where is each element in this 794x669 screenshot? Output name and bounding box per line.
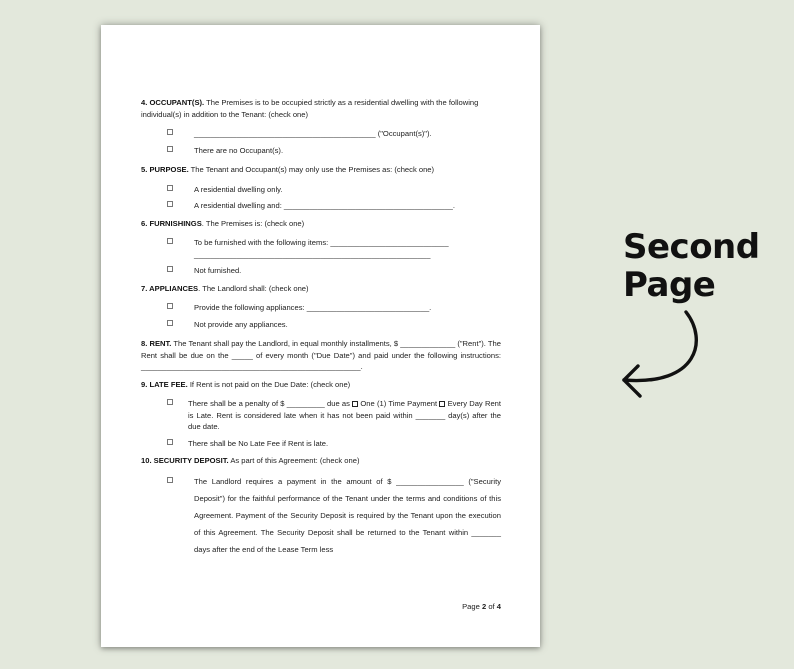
- option-text: There are no Occupant(s).: [194, 145, 284, 155]
- document-page: [101, 25, 540, 647]
- checkbox[interactable]: [167, 266, 173, 272]
- checkbox-option: [141, 319, 501, 331]
- section-text: . The Landlord shall: (check one): [198, 283, 309, 293]
- checkbox-option: [141, 265, 501, 277]
- document-body: [141, 97, 501, 558]
- checkbox[interactable]: [167, 185, 173, 191]
- section-text: The Premises is to be occupied strictly as a residential dwelling with the following individual(s) in addition to the Tenant: (check one): [141, 98, 479, 119]
- option-text: One (1) Time Payment: [358, 399, 440, 408]
- label-line-1: Second: [623, 227, 760, 267]
- page-footer: [462, 602, 501, 611]
- checkbox-option: [141, 398, 501, 433]
- checkbox[interactable]: [167, 477, 173, 483]
- checkbox-option: [141, 145, 501, 157]
- checkbox[interactable]: [167, 146, 173, 152]
- option-text: The Landlord requires a payment in the amount of $ ________________ ("Security Deposit") for the faithful performance of the Tenant under the terms and conditions of this Agreement. Payment of the Security Deposit is required by the Tenant upon the execution of this Agreement. The Security Deposit shall be returned to the Tenant within _______ days after the end of the Lease Term less: [194, 476, 501, 554]
- checkbox[interactable]: [167, 399, 173, 405]
- option-text: There shall be No Late Fee if Rent is late.: [188, 438, 329, 448]
- section-appliances: [141, 283, 501, 295]
- section-rent: [141, 338, 501, 373]
- checkbox[interactable]: [167, 238, 173, 244]
- option-text: There shall be a penalty of $ _________ due as: [188, 399, 353, 408]
- checkbox[interactable]: [167, 129, 173, 135]
- checkbox-option: [141, 200, 501, 212]
- checkbox[interactable]: [167, 439, 173, 445]
- option-text-continued: ________________________________________________________: [194, 249, 431, 259]
- option-text: To be furnished with the following items: ____________________________: [194, 238, 449, 247]
- curved-arrow-icon: [612, 304, 712, 409]
- section-title: 7. APPLIANCES: [141, 283, 199, 293]
- checkbox[interactable]: [167, 201, 173, 207]
- section-text: The Tenant shall pay the Landlord, in equal monthly installments, $ _____________ ("Rent"). The Rent shall be due on the _____ of every month ("Due Date") and paid under the following instructions: ____________________________________________________.: [141, 339, 502, 371]
- footer-page-total: 4: [496, 602, 501, 611]
- checkbox-option: [141, 237, 501, 260]
- option-text: Every Day Rent is Late. Rent is considered late when it has not been paid within _______ day(s) after the due date.: [188, 399, 501, 431]
- section-late-fee: [141, 379, 501, 391]
- section-title: 10. SECURITY DEPOSIT.: [141, 456, 229, 465]
- label-line-2: Page: [623, 265, 716, 305]
- option-text: ___________________________________________ ("Occupant(s)").: [194, 129, 432, 138]
- section-text: The Tenant and Occupant(s) may only use the Premises as: (check one): [188, 165, 435, 174]
- option-text: Not provide any appliances.: [194, 319, 288, 329]
- checkbox[interactable]: [167, 320, 173, 326]
- section-security-deposit: [141, 455, 501, 467]
- section-purpose: [141, 164, 501, 176]
- section-title: 5. PURPOSE.: [141, 165, 189, 174]
- second-page-label: [623, 228, 760, 304]
- section-text: . The Premises is: (check one): [201, 218, 305, 228]
- option-text: Not furnished.: [194, 266, 242, 275]
- section-occupants: [141, 97, 501, 120]
- footer-of: of: [486, 602, 497, 611]
- checkbox-option: [141, 473, 501, 558]
- footer-prefix: Page: [462, 602, 482, 611]
- checkbox[interactable]: [167, 303, 173, 309]
- option-text: A residential dwelling and: ________________________________________.: [194, 201, 455, 210]
- footer-page-number: 2: [481, 602, 487, 611]
- checkbox-option: [141, 438, 501, 450]
- section-title: 9. LATE FEE.: [141, 379, 188, 389]
- option-text: Provide the following appliances: _____________________________.: [194, 303, 432, 312]
- section-furnishings: [141, 218, 501, 230]
- checkbox-option: [141, 184, 501, 196]
- section-title: 6. FURNISHINGS: [141, 218, 202, 228]
- option-text: A residential dwelling only.: [194, 184, 283, 194]
- checkbox-option: [141, 128, 501, 140]
- section-text: As part of this Agreement: (check one): [228, 456, 360, 465]
- section-text: If Rent is not paid on the Due Date: (check one): [187, 379, 351, 389]
- section-title: 8. RENT.: [141, 339, 172, 348]
- section-title: 4. OCCUPANT(S).: [141, 98, 205, 107]
- checkbox-option: [141, 302, 501, 314]
